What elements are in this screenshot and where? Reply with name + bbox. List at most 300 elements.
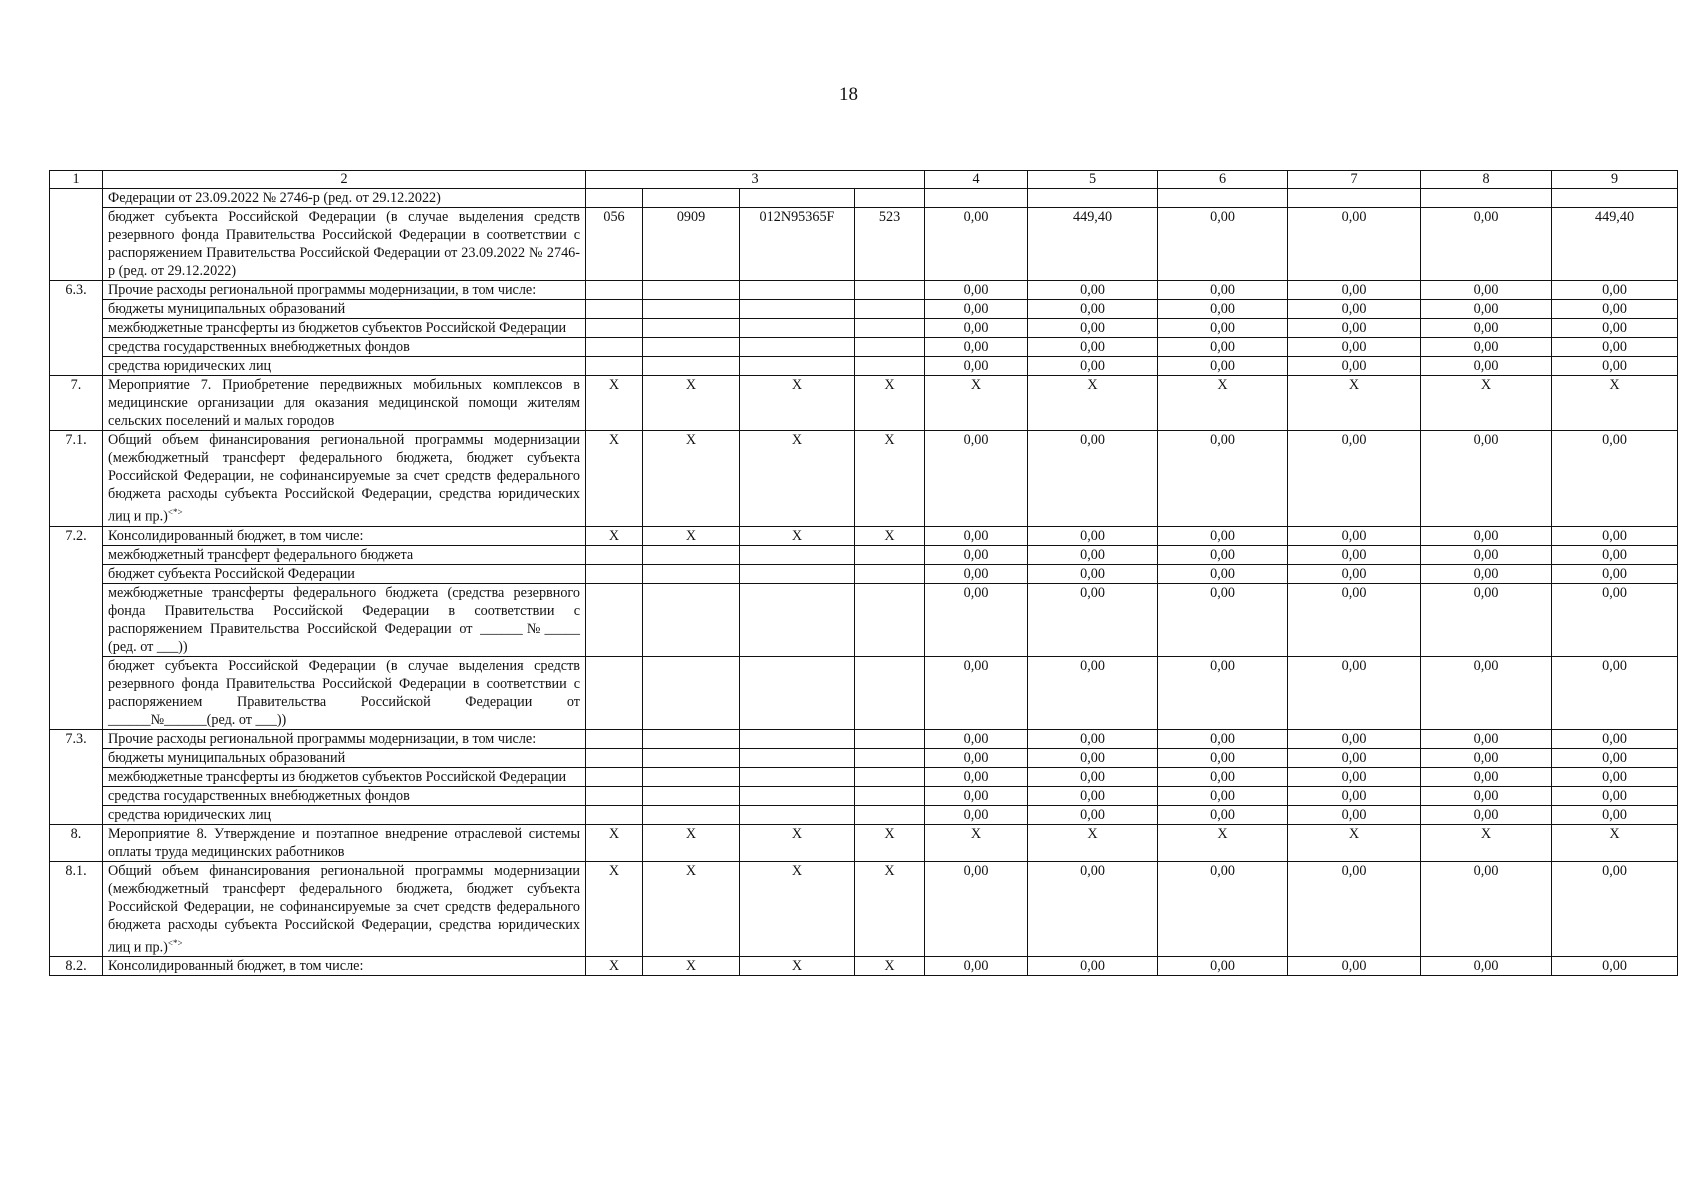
value-cell: X	[1552, 824, 1678, 861]
value-cell: 0,00	[1421, 729, 1552, 748]
row-description	[103, 208, 586, 281]
code-cell	[643, 583, 740, 656]
row-description	[103, 281, 586, 300]
row-description-text: Прочие расходы региональной программы модернизации, в том числе:	[108, 730, 537, 747]
code-cell: X	[855, 526, 925, 545]
value-cell: 0,00	[1158, 805, 1288, 824]
code-cell: X	[740, 526, 855, 545]
value-cell: 0,00	[1158, 656, 1288, 729]
value-cell	[925, 189, 1028, 208]
value-cell: 0,00	[925, 319, 1028, 338]
code-cell	[855, 564, 925, 583]
code-cell	[740, 545, 855, 564]
row-description	[103, 338, 586, 357]
value-cell	[1028, 189, 1158, 208]
row-index	[50, 545, 103, 564]
value-cell: 0,00	[1421, 300, 1552, 319]
row-description	[103, 861, 586, 957]
row-description-text: Мероприятие 8. Утверждение и поэтапное внедрение отраслевой системы оплаты труда медицинских работников	[108, 825, 580, 860]
value-cell: X	[1421, 376, 1552, 431]
row-description	[103, 729, 586, 748]
value-cell: 0,00	[925, 208, 1028, 281]
value-cell: 0,00	[1158, 861, 1288, 957]
value-cell: 0,00	[1158, 526, 1288, 545]
row-index	[50, 338, 103, 357]
value-cell: 0,00	[1028, 319, 1158, 338]
value-cell: 0,00	[1158, 545, 1288, 564]
row-description	[103, 300, 586, 319]
row-description	[103, 431, 586, 527]
value-cell: X	[925, 824, 1028, 861]
value-cell: 0,00	[1028, 583, 1158, 656]
code-cell	[855, 300, 925, 319]
code-cell	[643, 805, 740, 824]
row-description-text: Общий объем финансирования региональной программы модернизации (межбюджетный трансферт федерального бюджета, бюджет субъекта Российской Федерации, не софинансируемые за счет средств федерального бюджета расходы субъекта Российской Федерации, средства юридических лиц и пр.)	[108, 862, 580, 956]
value-cell: X	[1158, 376, 1288, 431]
code-cell: X	[586, 526, 643, 545]
code-cell: 056	[586, 208, 643, 281]
row-description-text: Общий объем финансирования региональной программы модернизации (межбюджетный трансферт федерального бюджета, бюджет субъекта Российской Федерации, не софинансируемые за счет средств федерального бюджета расходы субъекта Российской Федерации, средства юридических лиц и пр.)	[108, 432, 580, 525]
value-cell: 0,00	[1552, 786, 1678, 805]
row-index: 7.2.	[50, 526, 103, 545]
value-cell: 0,00	[1552, 357, 1678, 376]
code-cell: X	[855, 861, 925, 957]
code-cell: X	[643, 431, 740, 527]
value-cell: 0,00	[1421, 786, 1552, 805]
value-cell: 0,00	[925, 526, 1028, 545]
code-cell: X	[855, 824, 925, 861]
value-cell: 0,00	[1288, 729, 1421, 748]
table-row	[50, 564, 1678, 583]
value-cell: 0,00	[1421, 431, 1552, 527]
row-index	[50, 300, 103, 319]
value-cell: 0,00	[925, 431, 1028, 527]
header-cell-7: 7	[1288, 171, 1421, 189]
value-cell: 0,00	[925, 357, 1028, 376]
code-cell: X	[643, 861, 740, 957]
table-row	[50, 431, 1678, 527]
row-index	[50, 748, 103, 767]
row-description-text: бюджет субъекта Российской Федерации	[108, 565, 355, 582]
value-cell: 0,00	[1158, 319, 1288, 338]
row-description	[103, 583, 586, 656]
value-cell: 0,00	[1028, 545, 1158, 564]
header-cell-5: 5	[1028, 171, 1158, 189]
code-cell: 0909	[643, 208, 740, 281]
code-cell: X	[643, 376, 740, 431]
value-cell: 0,00	[1421, 545, 1552, 564]
value-cell: 0,00	[1288, 805, 1421, 824]
row-index	[50, 656, 103, 729]
row-description	[103, 805, 586, 824]
table-row	[50, 583, 1678, 656]
value-cell: 0,00	[925, 729, 1028, 748]
value-cell: 0,00	[1288, 656, 1421, 729]
row-description	[103, 824, 586, 861]
value-cell: 0,00	[1158, 583, 1288, 656]
value-cell: 0,00	[1421, 861, 1552, 957]
table-row	[50, 281, 1678, 300]
value-cell: 0,00	[1158, 431, 1288, 527]
value-cell: X	[925, 376, 1028, 431]
value-cell: 0,00	[925, 861, 1028, 957]
value-cell: X	[1288, 376, 1421, 431]
value-cell: 0,00	[1028, 357, 1158, 376]
row-index: 7.	[50, 376, 103, 431]
value-cell: X	[1158, 824, 1288, 861]
value-cell: 0,00	[1288, 208, 1421, 281]
value-cell: 0,00	[1158, 300, 1288, 319]
value-cell: 0,00	[1552, 319, 1678, 338]
code-cell	[740, 319, 855, 338]
code-cell: X	[855, 376, 925, 431]
code-cell	[740, 564, 855, 583]
value-cell: 0,00	[1288, 861, 1421, 957]
value-cell: 0,00	[925, 564, 1028, 583]
row-index	[50, 357, 103, 376]
value-cell: 0,00	[1552, 526, 1678, 545]
value-cell: 0,00	[1028, 786, 1158, 805]
value-cell	[1158, 189, 1288, 208]
value-cell: 0,00	[1028, 338, 1158, 357]
value-cell: 0,00	[1421, 583, 1552, 656]
code-cell: X	[643, 526, 740, 545]
header-cell-3: 3	[586, 171, 925, 189]
row-description	[103, 357, 586, 376]
value-cell: 0,00	[925, 767, 1028, 786]
row-index	[50, 786, 103, 805]
code-cell	[855, 786, 925, 805]
code-cell: X	[586, 861, 643, 957]
code-cell: X	[740, 824, 855, 861]
value-cell: 0,00	[1028, 861, 1158, 957]
code-cell	[740, 805, 855, 824]
table-row	[50, 786, 1678, 805]
code-cell: 012N95365F	[740, 208, 855, 281]
code-cell	[586, 805, 643, 824]
row-description-text: средства юридических лиц	[108, 358, 272, 374]
row-index: 7.1.	[50, 431, 103, 527]
value-cell: 0,00	[925, 338, 1028, 357]
table-row	[50, 957, 1678, 976]
table-row	[50, 656, 1678, 729]
code-cell	[855, 338, 925, 357]
code-cell: X	[740, 376, 855, 431]
value-cell: 0,00	[1028, 281, 1158, 300]
table-row	[50, 824, 1678, 861]
value-cell: 0,00	[1421, 564, 1552, 583]
value-cell: 0,00	[1288, 319, 1421, 338]
code-cell	[586, 357, 643, 376]
value-cell: X	[1288, 824, 1421, 861]
header-cell-1: 1	[50, 171, 103, 189]
code-cell	[740, 281, 855, 300]
value-cell: X	[1421, 824, 1552, 861]
table-row	[50, 861, 1678, 957]
row-description	[103, 656, 586, 729]
value-cell: 0,00	[1552, 338, 1678, 357]
value-cell	[1421, 189, 1552, 208]
code-cell	[643, 281, 740, 300]
row-description-text: Мероприятие 7. Приобретение передвижных мобильных комплексов в медицинские организации для оказания медицинской помощи жителям сельских поселений и малых городов	[108, 377, 580, 429]
code-cell	[740, 357, 855, 376]
code-cell	[643, 729, 740, 748]
value-cell: 0,00	[925, 748, 1028, 767]
row-description-text: бюджеты муниципальных образований	[108, 749, 346, 766]
row-index	[50, 583, 103, 656]
code-cell	[643, 564, 740, 583]
row-description	[103, 376, 586, 431]
value-cell: 0,00	[1288, 357, 1421, 376]
value-cell: 0,00	[1288, 957, 1421, 976]
value-cell: 0,00	[1158, 957, 1288, 976]
row-description-text: средства государственных внебюджетных фондов	[108, 339, 410, 355]
code-cell	[586, 338, 643, 357]
value-cell: 0,00	[1158, 281, 1288, 300]
value-cell	[1552, 189, 1678, 208]
header-cell-2: 2	[103, 171, 586, 189]
value-cell: 0,00	[1552, 957, 1678, 976]
code-cell	[740, 189, 855, 208]
value-cell: 0,00	[1288, 564, 1421, 583]
row-index	[50, 319, 103, 338]
row-description-text: Федерации от 23.09.2022 № 2746-р (ред. от 29.12.2022)	[108, 190, 441, 206]
value-cell: 0,00	[1158, 748, 1288, 767]
value-cell: 0,00	[1028, 805, 1158, 824]
footnote-marker: <*>	[167, 937, 183, 948]
code-cell	[586, 319, 643, 338]
value-cell: 0,00	[1552, 431, 1678, 527]
code-cell	[586, 656, 643, 729]
code-cell: X	[586, 431, 643, 527]
code-cell	[855, 281, 925, 300]
value-cell: 0,00	[1158, 338, 1288, 357]
header-row	[50, 171, 1678, 189]
row-description	[103, 189, 586, 208]
value-cell: 0,00	[1552, 583, 1678, 656]
table-row	[50, 805, 1678, 824]
value-cell: 0,00	[1158, 564, 1288, 583]
row-description-text: межбюджетные трансферты из бюджетов субъектов Российской Федерации	[108, 768, 567, 785]
code-cell	[643, 300, 740, 319]
table-row	[50, 767, 1678, 786]
value-cell: 449,40	[1028, 208, 1158, 281]
code-cell	[586, 300, 643, 319]
value-cell: 0,00	[1028, 564, 1158, 583]
table-row	[50, 748, 1678, 767]
row-index	[50, 208, 103, 281]
value-cell: 0,00	[1288, 526, 1421, 545]
value-cell: 0,00	[1158, 729, 1288, 748]
code-cell	[740, 767, 855, 786]
value-cell: 0,00	[1552, 729, 1678, 748]
code-cell	[643, 656, 740, 729]
table-row	[50, 545, 1678, 564]
value-cell: X	[1028, 824, 1158, 861]
header-cell-4: 4	[925, 171, 1028, 189]
value-cell: 0,00	[1421, 281, 1552, 300]
code-cell	[855, 656, 925, 729]
value-cell: 0,00	[1028, 729, 1158, 748]
table-row	[50, 526, 1678, 545]
value-cell: 0,00	[1028, 300, 1158, 319]
code-cell	[740, 583, 855, 656]
row-description	[103, 319, 586, 338]
row-index: 8.1.	[50, 861, 103, 957]
code-cell: X	[643, 824, 740, 861]
row-description-text: средства юридических лиц	[108, 806, 272, 823]
value-cell: 0,00	[1552, 805, 1678, 824]
code-cell	[855, 189, 925, 208]
code-cell	[855, 583, 925, 656]
code-cell	[855, 767, 925, 786]
value-cell: 0,00	[1552, 564, 1678, 583]
row-description	[103, 786, 586, 805]
value-cell: 0,00	[1421, 748, 1552, 767]
code-cell	[586, 748, 643, 767]
value-cell: 0,00	[1288, 431, 1421, 527]
row-description-text: Консолидированный бюджет, в том числе:	[108, 527, 364, 544]
value-cell: 0,00	[1028, 526, 1158, 545]
row-index: 8.2.	[50, 957, 103, 976]
value-cell: 0,00	[1288, 767, 1421, 786]
header-cell-6: 6	[1158, 171, 1288, 189]
code-cell	[643, 767, 740, 786]
code-cell	[740, 656, 855, 729]
row-description	[103, 564, 586, 583]
value-cell: 0,00	[1288, 281, 1421, 300]
value-cell: 0,00	[1288, 300, 1421, 319]
code-cell	[643, 748, 740, 767]
row-index: 8.	[50, 824, 103, 861]
row-index	[50, 767, 103, 786]
value-cell: 0,00	[1288, 338, 1421, 357]
code-cell: X	[586, 824, 643, 861]
value-cell: 0,00	[925, 300, 1028, 319]
value-cell: 0,00	[1421, 338, 1552, 357]
code-cell	[855, 748, 925, 767]
code-cell	[586, 564, 643, 583]
table-row	[50, 376, 1678, 431]
row-description-text: Прочие расходы региональной программы модернизации, в том числе:	[108, 282, 537, 298]
value-cell: 0,00	[925, 656, 1028, 729]
code-cell	[586, 281, 643, 300]
value-cell: 0,00	[925, 583, 1028, 656]
code-cell: X	[586, 957, 643, 976]
row-index	[50, 189, 103, 208]
row-index	[50, 805, 103, 824]
code-cell: X	[586, 376, 643, 431]
code-cell	[740, 300, 855, 319]
table-row	[50, 357, 1678, 376]
code-cell	[586, 583, 643, 656]
code-cell	[855, 805, 925, 824]
value-cell: 0,00	[1421, 957, 1552, 976]
code-cell: X	[855, 957, 925, 976]
code-cell	[740, 729, 855, 748]
value-cell: 0,00	[1421, 357, 1552, 376]
value-cell: 0,00	[1552, 300, 1678, 319]
code-cell	[855, 729, 925, 748]
row-description	[103, 767, 586, 786]
row-description	[103, 957, 586, 976]
code-cell: X	[740, 957, 855, 976]
code-cell	[855, 545, 925, 564]
value-cell: 0,00	[1421, 526, 1552, 545]
value-cell: 0,00	[1552, 748, 1678, 767]
row-index: 7.3.	[50, 729, 103, 748]
value-cell: 449,40	[1552, 208, 1678, 281]
row-description-text: межбюджетный трансферт федерального бюджета	[108, 546, 414, 563]
value-cell: 0,00	[1158, 357, 1288, 376]
value-cell: 0,00	[1158, 208, 1288, 281]
value-cell: 0,00	[1028, 957, 1158, 976]
code-cell: X	[643, 957, 740, 976]
table-row	[50, 189, 1678, 208]
row-description-text: бюджеты муниципальных образований	[108, 301, 346, 317]
header-cell-8: 8	[1421, 171, 1552, 189]
value-cell: 0,00	[925, 957, 1028, 976]
row-description-text: Консолидированный бюджет, в том числе:	[108, 958, 364, 975]
row-description-text: средства государственных внебюджетных фондов	[108, 787, 410, 804]
value-cell: 0,00	[1421, 319, 1552, 338]
value-cell: 0,00	[1552, 545, 1678, 564]
table-row	[50, 338, 1678, 357]
value-cell: 0,00	[1158, 767, 1288, 786]
code-cell	[586, 786, 643, 805]
table-body	[50, 171, 1678, 976]
row-description	[103, 526, 586, 545]
value-cell: 0,00	[1552, 861, 1678, 957]
value-cell: 0,00	[1421, 767, 1552, 786]
row-index	[50, 564, 103, 583]
code-cell	[586, 189, 643, 208]
code-cell	[643, 545, 740, 564]
page-number: 18	[839, 84, 858, 105]
code-cell: X	[740, 431, 855, 527]
value-cell: 0,00	[1288, 583, 1421, 656]
value-cell: 0,00	[1552, 281, 1678, 300]
code-cell	[643, 189, 740, 208]
code-cell: X	[855, 431, 925, 527]
row-description	[103, 748, 586, 767]
code-cell	[643, 319, 740, 338]
code-cell	[855, 357, 925, 376]
row-description-text: бюджет субъекта Российской Федерации (в случае выделения средств резервного фонда Правительства Российской Федерации в соответствии с распоряжением Правительства Российской Федерации от 23.09.2022 № 2746-р (ред. от 29.12.2022)	[108, 209, 580, 279]
value-cell: 0,00	[1288, 545, 1421, 564]
row-index: 6.3.	[50, 281, 103, 300]
code-cell	[643, 357, 740, 376]
value-cell: 0,00	[1421, 805, 1552, 824]
value-cell: 0,00	[925, 281, 1028, 300]
value-cell: 0,00	[1158, 786, 1288, 805]
value-cell: 0,00	[1028, 748, 1158, 767]
code-cell	[740, 786, 855, 805]
table-row	[50, 729, 1678, 748]
value-cell: 0,00	[925, 786, 1028, 805]
value-cell: 0,00	[1552, 656, 1678, 729]
code-cell	[643, 786, 740, 805]
value-cell: 0,00	[1028, 767, 1158, 786]
value-cell: 0,00	[1421, 656, 1552, 729]
code-cell	[586, 767, 643, 786]
table-row	[50, 208, 1678, 281]
code-cell	[740, 748, 855, 767]
value-cell: 0,00	[925, 805, 1028, 824]
code-cell	[586, 545, 643, 564]
row-description-text: межбюджетные трансферты из бюджетов субъектов Российской Федерации	[108, 320, 567, 336]
code-cell	[855, 319, 925, 338]
